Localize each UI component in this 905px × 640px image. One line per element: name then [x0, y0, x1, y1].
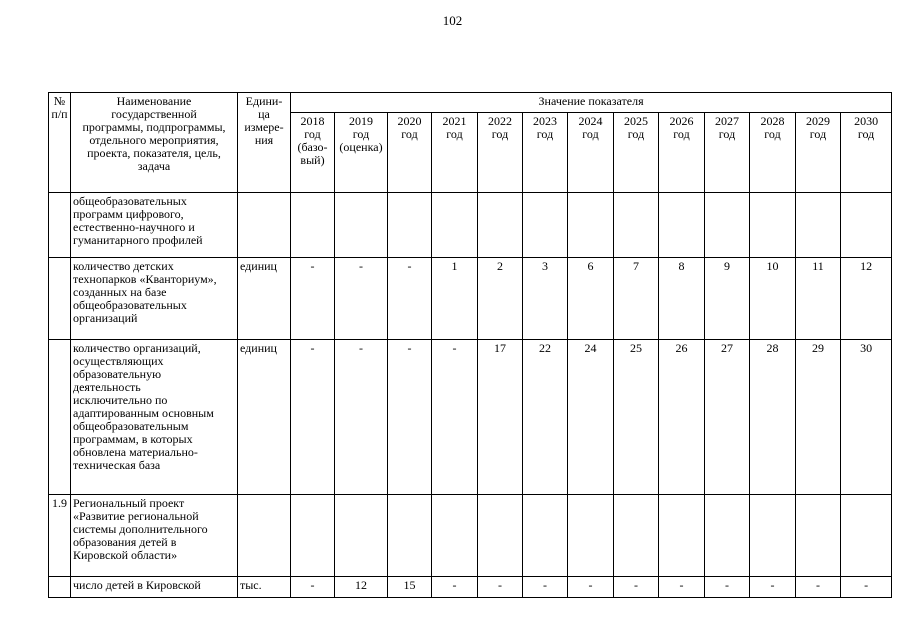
row-value: 11: [796, 258, 841, 340]
header-value: Значение показателя: [291, 93, 892, 113]
row-unit: тыс.: [238, 577, 291, 598]
row-value: [432, 193, 478, 258]
row-value: [750, 193, 796, 258]
row-value: [750, 495, 796, 577]
header-year: 2021 год: [432, 113, 478, 193]
header-year: 2024 год: [568, 113, 614, 193]
row-value: -: [335, 340, 388, 495]
row-value: 26: [659, 340, 705, 495]
row-value: -: [614, 577, 659, 598]
row-value: -: [335, 258, 388, 340]
row-value: 2: [478, 258, 523, 340]
table-row: [49, 193, 892, 258]
row-value: [796, 495, 841, 577]
row-value: 29: [796, 340, 841, 495]
table-row: [49, 340, 892, 495]
row-value: 15: [388, 577, 432, 598]
row-num: [49, 193, 71, 258]
row-unit: единиц: [238, 258, 291, 340]
row-value: [523, 193, 568, 258]
header-year: 2028 год: [750, 113, 796, 193]
row-value: [478, 193, 523, 258]
row-value: 25: [614, 340, 659, 495]
header-year: 2022 год: [478, 113, 523, 193]
row-value: [841, 495, 892, 577]
row-value: [432, 495, 478, 577]
header-year: 2023 год: [523, 113, 568, 193]
row-value: -: [432, 340, 478, 495]
row-value: -: [523, 577, 568, 598]
row-value: 12: [841, 258, 892, 340]
header-year: 2029 год: [796, 113, 841, 193]
row-value: 8: [659, 258, 705, 340]
row-value: -: [388, 340, 432, 495]
row-value: [705, 193, 750, 258]
row-value: [614, 495, 659, 577]
row-value: [291, 495, 335, 577]
row-value: [335, 193, 388, 258]
header-name: Наименование государственной программы, подпрограммы, отдельного мероприятия, проекта, показателя, цель, задача: [71, 93, 238, 193]
row-value: 22: [523, 340, 568, 495]
row-value: [568, 495, 614, 577]
row-value: 28: [750, 340, 796, 495]
header-year: 2018 год (базо- вый): [291, 113, 335, 193]
row-value: [388, 495, 432, 577]
page-number: 102: [442, 13, 463, 28]
row-value: 12: [335, 577, 388, 598]
row-value: -: [568, 577, 614, 598]
row-unit: [238, 495, 291, 577]
header-year: 2026 год: [659, 113, 705, 193]
row-name: общеобразовательных программ цифрового, естественно-научного и гуманитарного профилей: [71, 193, 238, 258]
row-value: [659, 193, 705, 258]
row-value: -: [750, 577, 796, 598]
header-year: 2025 год: [614, 113, 659, 193]
row-value: [659, 495, 705, 577]
row-value: -: [659, 577, 705, 598]
header-num: № п/п: [49, 93, 71, 193]
row-value: 9: [705, 258, 750, 340]
table-row: [49, 577, 892, 598]
header-year: 2027 год: [705, 113, 750, 193]
row-value: -: [841, 577, 892, 598]
row-value: -: [291, 340, 335, 495]
row-value: 1: [432, 258, 478, 340]
row-value: [568, 193, 614, 258]
row-value: [796, 193, 841, 258]
row-name: количество детских технопарков «Кванториум», созданных на базе общеобразовательных организаций: [71, 258, 238, 340]
row-value: [523, 495, 568, 577]
row-unit: единиц: [238, 340, 291, 495]
row-value: 7: [614, 258, 659, 340]
row-value: 30: [841, 340, 892, 495]
header-year: 2019 год (оценка): [335, 113, 388, 193]
header-year: 2020 год: [388, 113, 432, 193]
row-value: -: [388, 258, 432, 340]
row-value: 17: [478, 340, 523, 495]
indicator-table: [48, 92, 892, 598]
row-value: 24: [568, 340, 614, 495]
row-value: [705, 495, 750, 577]
header-year: 2030 год: [841, 113, 892, 193]
row-value: [614, 193, 659, 258]
row-num: [49, 258, 71, 340]
row-value: [841, 193, 892, 258]
row-value: [291, 193, 335, 258]
row-value: -: [478, 577, 523, 598]
row-num: [49, 577, 71, 598]
row-value: [478, 495, 523, 577]
row-value: -: [291, 258, 335, 340]
row-num: 1.9: [49, 495, 71, 577]
row-value: 27: [705, 340, 750, 495]
row-name: число детей в Кировской: [71, 577, 238, 598]
row-value: -: [291, 577, 335, 598]
row-value: 10: [750, 258, 796, 340]
row-name: количество организаций, осуществляющих образовательную деятельность исключительно по адаптированным основным общеобразовательным программам, в которых обновлена материально- техническая база: [71, 340, 238, 495]
table-row: [49, 258, 892, 340]
row-value: [335, 495, 388, 577]
row-value: 3: [523, 258, 568, 340]
row-value: -: [432, 577, 478, 598]
header-unit: Едини- ца измере- ния: [238, 93, 291, 193]
row-name: Региональный проект «Развитие региональной системы дополнительного образования детей в Кировской области»: [71, 495, 238, 577]
row-value: [388, 193, 432, 258]
row-value: -: [796, 577, 841, 598]
row-value: -: [705, 577, 750, 598]
row-num: [49, 340, 71, 495]
row-value: 6: [568, 258, 614, 340]
table-row: [49, 495, 892, 577]
row-unit: [238, 193, 291, 258]
